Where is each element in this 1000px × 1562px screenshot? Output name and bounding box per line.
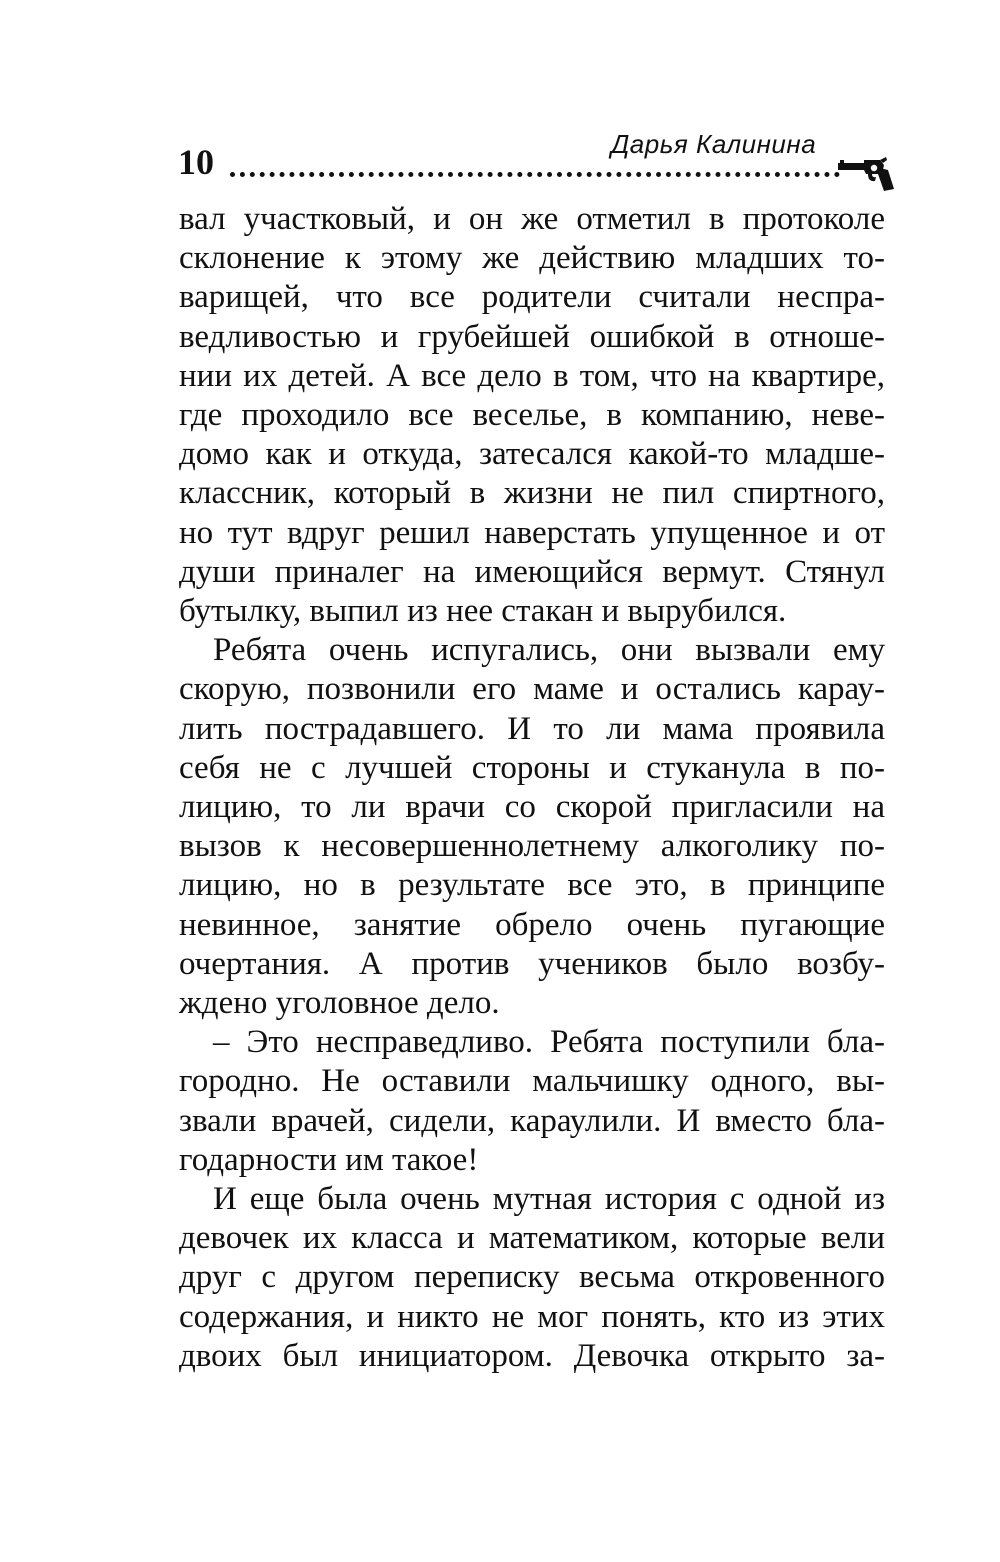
- text-line: годарности им такое!: [179, 1141, 479, 1178]
- text-line: звали врачей, сидели, караулили. И вместо бла-: [179, 1102, 885, 1139]
- text-line: невинное, занятие обрело очень пугающие: [179, 906, 885, 943]
- text-line: содержания, и никто не мог понять, кто из этих: [179, 1298, 885, 1335]
- text-line: себя не с лучшей стороны и стуканула в по-: [179, 749, 885, 786]
- text-line: очертания. А против учеников было возбу-: [179, 945, 885, 982]
- text-line: души приналег на имеющийся вермут. Стянул: [179, 553, 885, 590]
- text-line: девочек их класса и математиком, которые вели: [179, 1220, 885, 1257]
- revolver-icon: [838, 156, 894, 192]
- text-line: И еще была очень мутная история с одной из: [213, 1181, 885, 1218]
- text-line: лить пострадавшего. И то ли мама проявила: [179, 710, 885, 747]
- running-header: [178, 128, 894, 200]
- text-line: ждено уголовное дело.: [179, 985, 500, 1022]
- text-line: бутылку, выпил из нее стакан и вырубился.: [179, 593, 787, 630]
- text-line: Ребята очень испугались, они вызвали ему: [213, 632, 885, 669]
- text-line: городно. Не оставили мальчишку одного, вы-: [179, 1063, 885, 1100]
- text-line: вызов к несовершеннолетнему алкоголику по-: [179, 828, 885, 865]
- text-line: вал участковый, и он же отметил в протоколе: [179, 201, 885, 237]
- text-line: – Это несправедливо. Ребята поступили бла-: [213, 1024, 885, 1061]
- text-line: друг с другом переписку весьма откровенного: [179, 1259, 885, 1296]
- page-number: 10: [178, 142, 214, 182]
- text-line: склонение к этому же действию младших то-: [179, 240, 885, 277]
- text-line: нии их детей. А все дело в том, что на квартире,: [179, 357, 885, 394]
- author-name: Дарья Калинина: [611, 129, 817, 159]
- text-line: где проходило все веселье, в компанию, неве-: [179, 397, 885, 434]
- text-line: лицию, но в результате все это, в принципе: [179, 867, 885, 904]
- text-line: варищей, что все родители считали неспра-: [179, 279, 885, 316]
- text-line: двоих был инициатором. Девочка открыто за-: [179, 1337, 885, 1374]
- text-line: скорую, позвонили его маме и остались карау-: [179, 671, 885, 708]
- text-line: но тут вдруг решил наверстать упущенное и от: [179, 514, 885, 551]
- dotted-leader: [230, 172, 840, 177]
- text-line: домо как и откуда, затесался какой-то младше-: [179, 436, 885, 473]
- body-text: [179, 200, 885, 1376]
- text-line: классник, который в жизни не пил спиртного,: [179, 475, 885, 512]
- text-line: лицию, то ли врачи со скорой пригласили на: [179, 789, 885, 826]
- text-line: ведливостью и грубейшей ошибкой в отноше-: [179, 318, 885, 355]
